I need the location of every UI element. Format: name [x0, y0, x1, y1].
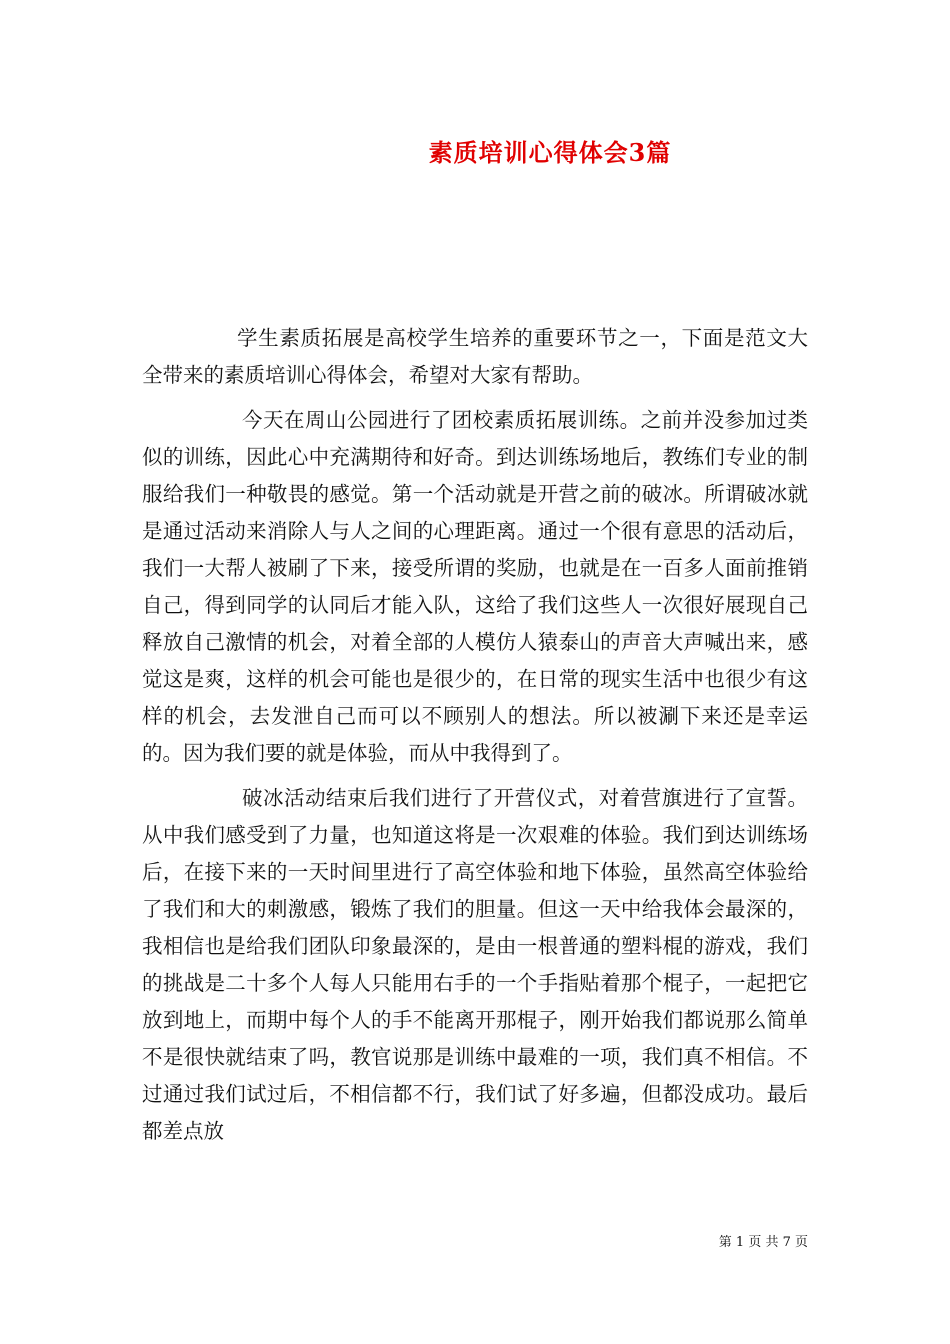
document-body: [142, 320, 808, 1150]
paragraph-1: 今天在周山公园进行了团校素质拓展训练。之前并没参加过类似的训练，因此心中充满期待和好奇。到达训练场地后，教练们专业的制服给我们一种敬畏的感觉。第一个活动就是开营之前的破冰。所谓破冰就是通过活动来消除人与人之间的心理距离。通过一个很有意思的活动后，我们一大帮人被刷了下来，接受所谓的奖励，也就是在一百多人面前推销自己，得到同学的认同后才能入队，这给了我们这些人一次很好展现自己释放自己激情的机会，对着全部的人模仿人猿泰山的声音大声喊出来，感觉这是爽，这样的机会可能也是很少的，在日常的现实生活中也很少有这样的机会，去发泄自己而可以不顾别人的想法。所以被涮下来还是幸运的。因为我们要的就是体验，而从中我得到了。: [142, 408, 808, 765]
paragraph-2: 破冰活动结束后我们进行了开营仪式，对着营旗进行了宣誓。从中我们感受到了力量，也知道这将是一次艰难的体验。我们到达训练场后，在接下来的一天时间里进行了高空体验和地下体验，虽然高空体验给了我们和大的刺激感，锻炼了我们的胆量。但这一天中给我体会最深的，我相信也是给我们团队印象最深的，是由一根普通的塑料棍的游戏，我们的挑战是二十多个人每人只能用右手的一个手指贴着那个棍子，一起把它放到地上，而期中每个人的手不能离开那棍子，刚开始我们都说那么简单不是很快就结束了吗，教官说那是训练中最难的一项，我们真不相信。不过通过我们试过后，不相信都不行，我们试了好多遍，但都没成功。最后都差点放: [142, 786, 808, 1143]
page-number: 第 1 页 共 7 页: [718, 1235, 808, 1250]
document-title: 素质培训心得体会3篇: [428, 138, 672, 167]
paragraph-intro: 学生素质拓展是高校学生培养的重要环节之一，下面是范文大全带来的素质培训心得体会，希望对大家有帮助。: [142, 326, 808, 387]
